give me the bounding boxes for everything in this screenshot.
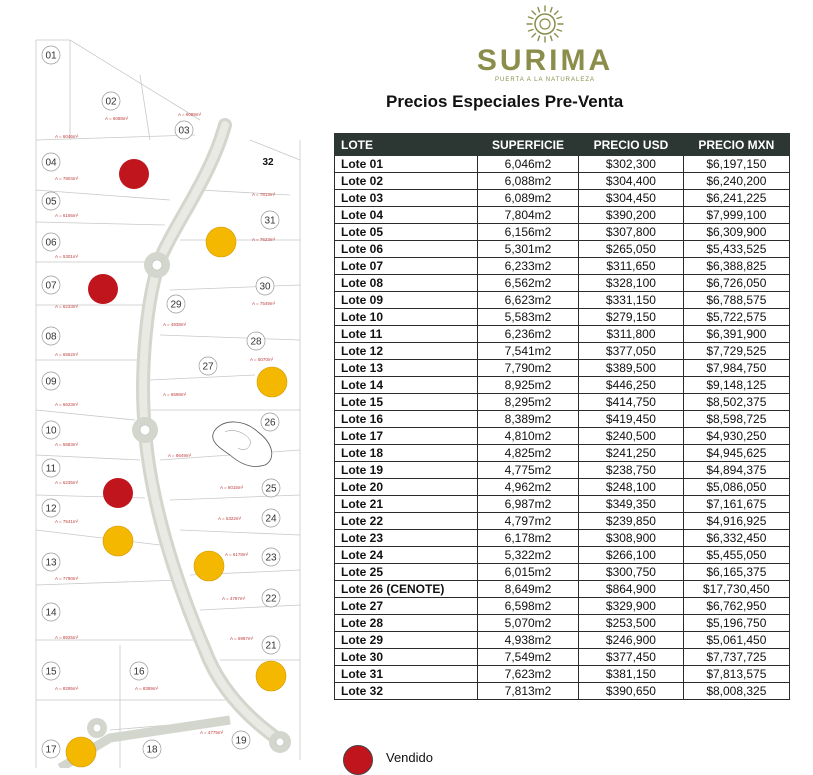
svg-text:23: 23 <box>265 552 277 564</box>
cell-lote: Lote 21 <box>335 496 478 513</box>
table-row <box>335 156 790 173</box>
svg-text:A = 8295m²: A = 8295m² <box>55 686 79 691</box>
table-row <box>335 428 790 445</box>
cell-precio-usd: $238,750 <box>579 462 684 479</box>
cell-superficie: 4,810m2 <box>477 428 578 445</box>
lot-label-14 <box>42 603 60 621</box>
lot-label-32 <box>262 157 274 168</box>
cell-superficie: 7,541m2 <box>477 343 578 360</box>
svg-text:02: 02 <box>105 96 117 108</box>
cell-lote: Lote 02 <box>335 173 478 190</box>
svg-text:01: 01 <box>45 50 57 62</box>
svg-text:A = 7804m²: A = 7804m² <box>55 176 79 181</box>
svg-text:A = 6156m²: A = 6156m² <box>55 213 79 218</box>
column-header-lote: LOTE <box>335 134 478 156</box>
table-row <box>335 326 790 343</box>
cell-superficie: 8,295m2 <box>477 394 578 411</box>
cell-precio-mxn: $6,388,825 <box>683 258 789 275</box>
cell-superficie: 8,649m2 <box>477 581 578 598</box>
sold-legend-label: Vendido <box>386 750 433 765</box>
cell-precio-mxn: $6,197,150 <box>683 156 789 173</box>
cell-precio-usd: $329,900 <box>579 598 684 615</box>
lot-label-13 <box>42 553 60 571</box>
cell-lote: Lote 27 <box>335 598 478 615</box>
cell-superficie: 7,804m2 <box>477 207 578 224</box>
table-row <box>335 207 790 224</box>
table-row <box>335 258 790 275</box>
table-row <box>335 615 790 632</box>
cell-superficie: 5,322m2 <box>477 547 578 564</box>
lot-label-22 <box>262 589 280 607</box>
svg-text:28: 28 <box>250 336 262 348</box>
cell-superficie: 6,046m2 <box>477 156 578 173</box>
svg-text:A = 6236m²: A = 6236m² <box>55 480 79 485</box>
page-title: Precios Especiales Pre-Venta <box>386 92 624 111</box>
cell-lote: Lote 24 <box>335 547 478 564</box>
svg-text:14: 14 <box>45 607 57 619</box>
cell-precio-mxn: $5,455,050 <box>683 547 789 564</box>
cell-superficie: 6,598m2 <box>477 598 578 615</box>
lot-label-16 <box>130 662 148 680</box>
cell-precio-usd: $381,150 <box>579 666 684 683</box>
surima-logo-mark <box>525 4 565 44</box>
svg-text:A = 7549m²: A = 7549m² <box>252 301 276 306</box>
lot-label-03 <box>175 121 193 139</box>
cell-lote: Lote 25 <box>335 564 478 581</box>
cell-precio-usd: $279,150 <box>579 309 684 326</box>
lot-label-26 <box>261 413 279 431</box>
cell-lote: Lote 29 <box>335 632 478 649</box>
cell-superficie: 5,070m2 <box>477 615 578 632</box>
cell-superficie: 7,549m2 <box>477 649 578 666</box>
table-row <box>335 530 790 547</box>
lot-label-17 <box>42 740 60 758</box>
svg-text:A = 6015m²: A = 6015m² <box>220 485 244 490</box>
cell-superficie: 6,089m2 <box>477 190 578 207</box>
cell-precio-usd: $308,900 <box>579 530 684 547</box>
table-row <box>335 479 790 496</box>
cell-precio-usd: $390,200 <box>579 207 684 224</box>
sold-legend-swatch <box>343 745 373 775</box>
cell-precio-mxn: $7,813,575 <box>683 666 789 683</box>
cell-precio-mxn: $5,086,050 <box>683 479 789 496</box>
cell-lote: Lote 22 <box>335 513 478 530</box>
cell-lote: Lote 10 <box>335 309 478 326</box>
lot-label-24 <box>262 509 280 527</box>
table-row <box>335 547 790 564</box>
lot-label-25 <box>262 479 280 497</box>
table-row <box>335 649 790 666</box>
cell-lote: Lote 15 <box>335 394 478 411</box>
lot-label-29 <box>167 295 185 313</box>
cell-superficie: 5,583m2 <box>477 309 578 326</box>
sold-marker-07 <box>88 274 118 304</box>
cell-precio-usd: $304,400 <box>579 173 684 190</box>
cell-superficie: 4,825m2 <box>477 445 578 462</box>
table-row <box>335 683 790 700</box>
cell-precio-mxn: $6,788,575 <box>683 292 789 309</box>
table-row <box>335 598 790 615</box>
svg-text:19: 19 <box>235 735 247 747</box>
cell-lote: Lote 03 <box>335 190 478 207</box>
cell-lote: Lote 09 <box>335 292 478 309</box>
cell-precio-mxn: $4,945,625 <box>683 445 789 462</box>
cell-superficie: 4,775m2 <box>477 462 578 479</box>
lot-label-19 <box>232 731 250 749</box>
cell-precio-usd: $419,450 <box>579 411 684 428</box>
lot-label-27 <box>199 357 217 375</box>
lot-label-04 <box>42 153 60 171</box>
svg-text:04: 04 <box>45 157 57 169</box>
cell-superficie: 6,178m2 <box>477 530 578 547</box>
svg-text:12: 12 <box>45 503 57 515</box>
svg-text:22: 22 <box>265 593 277 605</box>
cell-lote: Lote 13 <box>335 360 478 377</box>
cell-precio-usd: $446,250 <box>579 377 684 394</box>
cell-superficie: 6,233m2 <box>477 258 578 275</box>
cell-superficie: 4,797m2 <box>477 513 578 530</box>
cell-precio-mxn: $6,240,200 <box>683 173 789 190</box>
svg-text:A = 5583m²: A = 5583m² <box>55 442 79 447</box>
svg-text:26: 26 <box>264 417 276 429</box>
svg-text:03: 03 <box>178 125 190 137</box>
cell-precio-mxn: $8,598,725 <box>683 411 789 428</box>
cell-precio-usd: $377,450 <box>579 649 684 666</box>
svg-text:A = 6046m²: A = 6046m² <box>55 134 79 139</box>
cell-superficie: 8,925m2 <box>477 377 578 394</box>
table-row <box>335 377 790 394</box>
lot-label-10 <box>42 421 60 439</box>
brand-tagline: PUERTA A LA NATURALEZA <box>494 77 596 83</box>
cell-precio-mxn: $7,729,525 <box>683 343 789 360</box>
cell-lote: Lote 08 <box>335 275 478 292</box>
cell-precio-mxn: $7,161,675 <box>683 496 789 513</box>
cell-precio-usd: $266,100 <box>579 547 684 564</box>
svg-text:A = 7623m²: A = 7623m² <box>252 237 276 242</box>
lot-label-11 <box>42 459 60 477</box>
table-row <box>335 411 790 428</box>
svg-text:13: 13 <box>45 557 57 569</box>
svg-text:25: 25 <box>265 483 277 495</box>
cell-precio-mxn: $7,999,100 <box>683 207 789 224</box>
cell-precio-usd: $304,450 <box>579 190 684 207</box>
cell-lote: Lote 16 <box>335 411 478 428</box>
svg-text:31: 31 <box>264 215 276 227</box>
table-header-row <box>335 134 790 156</box>
lot-label-07 <box>42 276 60 294</box>
svg-text:07: 07 <box>45 280 57 292</box>
reserved-marker-21 <box>256 661 286 691</box>
cell-lote: Lote 32 <box>335 683 478 700</box>
lot-label-21 <box>262 636 280 654</box>
svg-text:A = 6178m²: A = 6178m² <box>225 552 249 557</box>
cell-precio-mxn: $5,196,750 <box>683 615 789 632</box>
reserved-marker-12 <box>103 526 133 556</box>
cell-precio-usd: $246,900 <box>579 632 684 649</box>
cell-precio-usd: $311,800 <box>579 326 684 343</box>
svg-text:A = 6088m²: A = 6088m² <box>105 116 129 121</box>
svg-text:A = 7813m²: A = 7813m² <box>252 192 276 197</box>
reserved-marker-31 <box>206 227 236 257</box>
table-row <box>335 292 790 309</box>
svg-text:A = 5322m²: A = 5322m² <box>218 516 242 521</box>
cell-precio-mxn: $5,061,450 <box>683 632 789 649</box>
cell-lote: Lote 05 <box>335 224 478 241</box>
cell-precio-usd: $331,150 <box>579 292 684 309</box>
cell-superficie: 4,962m2 <box>477 479 578 496</box>
cell-precio-mxn: $6,165,375 <box>683 564 789 581</box>
reserved-marker-17 <box>66 737 96 767</box>
lot-label-05 <box>42 192 60 210</box>
cell-superficie: 6,987m2 <box>477 496 578 513</box>
cell-lote: Lote 31 <box>335 666 478 683</box>
cell-lote: Lote 11 <box>335 326 478 343</box>
cell-precio-mxn: $7,984,750 <box>683 360 789 377</box>
svg-text:30: 30 <box>259 281 271 293</box>
svg-text:A = 7541m²: A = 7541m² <box>55 519 79 524</box>
table-row <box>335 224 790 241</box>
svg-text:11: 11 <box>45 463 57 475</box>
svg-text:A = 8649m²: A = 8649m² <box>168 453 192 458</box>
cell-superficie: 6,562m2 <box>477 275 578 292</box>
cell-superficie: 6,236m2 <box>477 326 578 343</box>
svg-text:15: 15 <box>45 666 57 678</box>
cell-precio-usd: $300,750 <box>579 564 684 581</box>
cell-precio-mxn: $6,332,450 <box>683 530 789 547</box>
cell-precio-usd: $389,500 <box>579 360 684 377</box>
cell-precio-mxn: $8,008,325 <box>683 683 789 700</box>
cell-lote: Lote 14 <box>335 377 478 394</box>
svg-text:A = 7790m²: A = 7790m² <box>55 576 79 581</box>
table-row <box>335 190 790 207</box>
lot-label-08 <box>42 327 60 345</box>
cell-precio-usd: $390,650 <box>579 683 684 700</box>
table-row <box>335 496 790 513</box>
cell-precio-usd: $265,050 <box>579 241 684 258</box>
table-row <box>335 360 790 377</box>
cell-precio-usd: $253,500 <box>579 615 684 632</box>
svg-text:A = 6987m²: A = 6987m² <box>230 636 254 641</box>
cell-superficie: 6,623m2 <box>477 292 578 309</box>
cell-precio-mxn: $4,930,250 <box>683 428 789 445</box>
cell-superficie: 6,015m2 <box>477 564 578 581</box>
svg-text:16: 16 <box>133 666 145 678</box>
cell-precio-usd: $414,750 <box>579 394 684 411</box>
table-row <box>335 343 790 360</box>
svg-text:21: 21 <box>265 640 277 652</box>
table-row <box>335 275 790 292</box>
cell-precio-mxn: $9,148,125 <box>683 377 789 394</box>
svg-text:A = 5301m²: A = 5301m² <box>55 254 79 259</box>
lot-label-18 <box>143 740 161 758</box>
svg-text:24: 24 <box>265 513 277 525</box>
lot-label-12 <box>42 499 60 517</box>
lot-label-06 <box>42 233 60 251</box>
svg-text:32: 32 <box>262 157 274 168</box>
cell-precio-mxn: $17,730,450 <box>683 581 789 598</box>
cell-lote: Lote 23 <box>335 530 478 547</box>
cell-lote: Lote 06 <box>335 241 478 258</box>
table-row <box>335 394 790 411</box>
cell-superficie: 7,790m2 <box>477 360 578 377</box>
svg-text:A = 8925m²: A = 8925m² <box>55 635 79 640</box>
cell-precio-usd: $302,300 <box>579 156 684 173</box>
svg-text:08: 08 <box>45 331 57 343</box>
cell-lote: Lote 01 <box>335 156 478 173</box>
cell-precio-usd: $328,100 <box>579 275 684 292</box>
cell-superficie: 7,623m2 <box>477 666 578 683</box>
cell-superficie: 6,088m2 <box>477 173 578 190</box>
lot-label-01 <box>42 46 60 64</box>
cell-precio-mxn: $6,309,900 <box>683 224 789 241</box>
svg-text:27: 27 <box>202 361 214 373</box>
svg-text:18: 18 <box>146 744 158 756</box>
svg-text:A = 5070m²: A = 5070m² <box>250 357 274 362</box>
brand-block <box>470 4 620 83</box>
svg-text:17: 17 <box>45 744 57 756</box>
svg-text:A = 6562m²: A = 6562m² <box>55 352 79 357</box>
cell-precio-usd: $240,500 <box>579 428 684 445</box>
cell-precio-usd: $349,350 <box>579 496 684 513</box>
lot-label-28 <box>247 332 265 350</box>
cell-lote: Lote 30 <box>335 649 478 666</box>
brand-name: SURIMA <box>476 44 614 77</box>
cell-lote: Lote 18 <box>335 445 478 462</box>
lot-label-30 <box>256 277 274 295</box>
cell-precio-mxn: $6,762,950 <box>683 598 789 615</box>
cell-lote: Lote 26 (CENOTE) <box>335 581 478 598</box>
svg-text:A = 6598m²: A = 6598m² <box>163 392 187 397</box>
table-row <box>335 666 790 683</box>
cell-precio-usd: $311,650 <box>579 258 684 275</box>
sold-marker-11 <box>103 478 133 508</box>
cell-lote: Lote 19 <box>335 462 478 479</box>
svg-text:A = 6233m²: A = 6233m² <box>55 304 79 309</box>
lot-label-02 <box>102 92 120 110</box>
svg-text:A = 4797m²: A = 4797m² <box>222 596 246 601</box>
site-plan-map <box>0 0 320 768</box>
cell-precio-usd: $241,250 <box>579 445 684 462</box>
table-row <box>335 173 790 190</box>
table-row <box>335 513 790 530</box>
cell-superficie: 8,389m2 <box>477 411 578 428</box>
cell-superficie: 7,813m2 <box>477 683 578 700</box>
table-row <box>335 309 790 326</box>
cell-precio-usd: $377,050 <box>579 343 684 360</box>
sold-marker-04 <box>119 159 149 189</box>
cell-precio-mxn: $5,722,575 <box>683 309 789 326</box>
cell-precio-usd: $248,100 <box>579 479 684 496</box>
cell-precio-usd: $307,800 <box>579 224 684 241</box>
svg-text:06: 06 <box>45 237 57 249</box>
cell-superficie: 6,156m2 <box>477 224 578 241</box>
reserved-marker-23 <box>194 551 224 581</box>
column-header-precio-usd: PRECIO USD <box>579 134 684 156</box>
svg-text:A = 8389m²: A = 8389m² <box>135 686 159 691</box>
cell-superficie: 5,301m2 <box>477 241 578 258</box>
lot-label-09 <box>42 372 60 390</box>
cell-precio-mxn: $7,737,725 <box>683 649 789 666</box>
lot-label-23 <box>262 548 280 566</box>
svg-text:A = 6623m²: A = 6623m² <box>55 402 79 407</box>
cell-precio-mxn: $4,894,375 <box>683 462 789 479</box>
svg-text:29: 29 <box>170 299 182 311</box>
table-row <box>335 445 790 462</box>
cell-precio-mxn: $4,916,925 <box>683 513 789 530</box>
cell-precio-usd: $239,850 <box>579 513 684 530</box>
cell-lote: Lote 28 <box>335 615 478 632</box>
cell-lote: Lote 20 <box>335 479 478 496</box>
table-row <box>335 581 790 598</box>
lot-label-31 <box>261 211 279 229</box>
table-row <box>335 241 790 258</box>
table-body <box>335 156 790 700</box>
cell-precio-mxn: $6,726,050 <box>683 275 789 292</box>
cell-precio-mxn: $8,502,375 <box>683 394 789 411</box>
cell-lote: Lote 04 <box>335 207 478 224</box>
table-row <box>335 564 790 581</box>
cell-superficie: 4,938m2 <box>477 632 578 649</box>
svg-text:09: 09 <box>45 376 57 388</box>
column-header-precio-mxn: PRECIO MXN <box>683 134 789 156</box>
reserved-marker-27 <box>257 367 287 397</box>
price-table <box>334 133 790 700</box>
svg-text:A = 4938m²: A = 4938m² <box>163 322 187 327</box>
svg-text:05: 05 <box>45 196 57 208</box>
cell-precio-mxn: $6,241,225 <box>683 190 789 207</box>
svg-text:10: 10 <box>45 425 57 437</box>
cell-precio-mxn: $6,391,900 <box>683 326 789 343</box>
svg-text:A = 6089m²: A = 6089m² <box>178 112 202 117</box>
lot-label-15 <box>42 662 60 680</box>
cell-lote: Lote 12 <box>335 343 478 360</box>
column-header-superficie: SUPERFICIE <box>477 134 578 156</box>
svg-text:A = 4775m²: A = 4775m² <box>200 730 224 735</box>
cell-lote: Lote 17 <box>335 428 478 445</box>
cell-lote: Lote 07 <box>335 258 478 275</box>
table-row <box>335 462 790 479</box>
cell-precio-mxn: $5,433,525 <box>683 241 789 258</box>
table-row <box>335 632 790 649</box>
cell-precio-usd: $864,900 <box>579 581 684 598</box>
